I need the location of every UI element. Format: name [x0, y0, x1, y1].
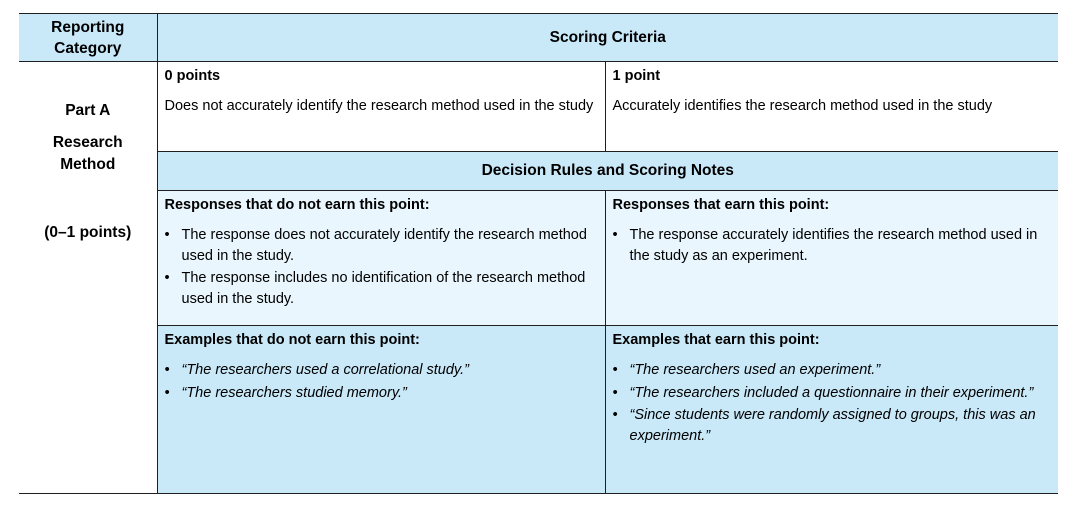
category-name-line1: Research [52, 134, 123, 151]
one-point-title: 1 point [612, 68, 661, 84]
reporting-category-header [19, 14, 157, 62]
examples-yes-title: Examples that earn this point: [612, 332, 820, 348]
header-row [19, 14, 1058, 62]
examples-yes-cell [605, 326, 1058, 494]
responses-no-title: Responses that do not earn this point: [164, 197, 430, 213]
list-item: • “The researchers studied memory.” [182, 383, 598, 404]
decision-rules-header: Decision Rules and Scoring Notes [157, 152, 1058, 191]
examples-no-cell [157, 326, 605, 494]
scoring-criteria-header: Scoring Criteria [157, 14, 1058, 62]
category-cell [19, 62, 157, 494]
list-item: • “The researchers used an experiment.” [630, 360, 1052, 381]
list-item: • “Since students were randomly assigned to groups, this was an experiment.” [630, 405, 1052, 446]
scoring-rubric-table [19, 13, 1058, 494]
responses-no-list [165, 225, 598, 309]
one-point-cell [605, 62, 1058, 152]
examples-row [19, 326, 1058, 494]
responses-yes-list [613, 225, 1052, 266]
criteria-row [19, 62, 1058, 152]
list-item: • The response includes no identification of the research method used in the study. [182, 268, 598, 309]
zero-points-title: 0 points [164, 68, 221, 84]
category-name-line2: Method [60, 156, 116, 173]
list-item: • “The researchers used a correlational study.” [182, 360, 598, 381]
reporting-category-header-line2: Category [54, 39, 122, 57]
examples-no-title: Examples that do not earn this point: [164, 332, 420, 348]
zero-points-text: Does not accurately identify the research method used in the study [164, 98, 594, 114]
responses-no-cell [157, 191, 605, 326]
list-item: • The response accurately identifies the research method used in the study as an experiment. [630, 225, 1052, 266]
responses-yes-cell [605, 191, 1058, 326]
category-points: (0–1 points) [44, 224, 132, 241]
list-item: • “The researchers included a questionnaire in their experiment.” [630, 383, 1052, 404]
zero-points-cell [157, 62, 605, 152]
list-item: • The response does not accurately identify the research method used in the study. [182, 225, 598, 266]
examples-yes-list [613, 360, 1052, 446]
decision-header-row [19, 152, 1058, 191]
one-point-text: Accurately identifies the research method used in the study [612, 98, 993, 114]
responses-yes-title: Responses that earn this point: [612, 197, 830, 213]
responses-row [19, 191, 1058, 326]
category-part: Part A [65, 102, 111, 119]
examples-no-list [165, 360, 598, 403]
reporting-category-header-line1: Reporting [51, 18, 125, 36]
